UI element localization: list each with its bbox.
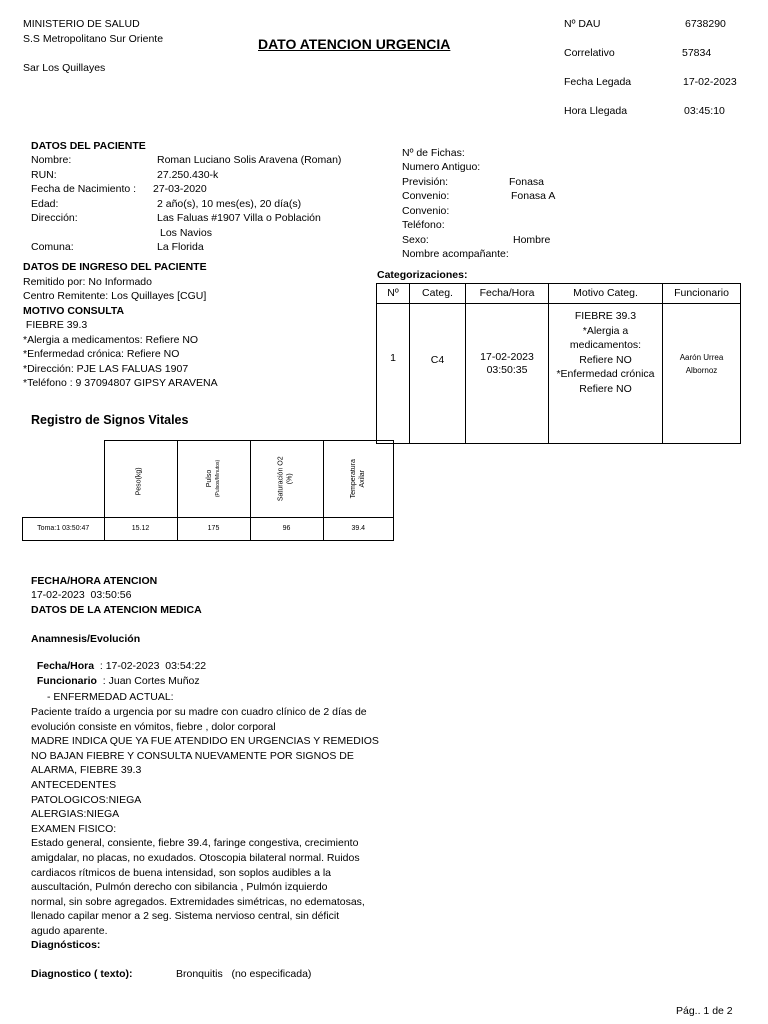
funcionario-line: Aarón Urrea xyxy=(679,352,724,362)
motivo-cell-line: *Enfermedad crónica xyxy=(556,368,655,380)
motivo-line: FIEBRE 39.3 xyxy=(23,319,88,331)
funcionario-line: Albornoz xyxy=(685,365,718,375)
narrative-line: evolución consiste en vómitos, fiebre , dolor corporal xyxy=(31,720,276,733)
diagnostico-texto-value: Bronquitis (no especificada) xyxy=(176,968,312,980)
motivo-line: *Alergia a medicamentos: Refiere NO xyxy=(23,334,199,346)
prevision-value: Fonasa xyxy=(509,176,545,188)
anamnesis-title: Anamnesis/Evolución xyxy=(31,633,141,645)
hora-llegada-value: 03:45:10 xyxy=(684,105,725,117)
vitals-pulso-value: 175 xyxy=(177,518,250,541)
narrative-line: amigdalar, no placas, no exudados. Otoscopia bilateral normal. Ruidos xyxy=(31,851,360,864)
cell-fecha: 17-02-2023 xyxy=(480,350,534,363)
remitido-line: Remitido por: No Informado xyxy=(23,276,152,288)
convenio-label: Convenio: xyxy=(402,190,450,202)
convenio-value: Fonasa A xyxy=(511,190,556,202)
hora-llegada-label: Hora Llegada xyxy=(564,105,628,117)
prevision-label: Previsión: xyxy=(402,176,449,188)
narrative-line: ALERGIAS:NIEGA xyxy=(31,808,120,821)
table-header-row xyxy=(377,284,741,304)
patient-dob: 27-03-2020 xyxy=(153,183,207,195)
patient-dob-label: Fecha de Nacimiento : xyxy=(31,183,137,195)
motivo-cell-line: FIEBRE 39.3 xyxy=(574,310,637,322)
motivo-cell-line: medicamentos: xyxy=(569,339,642,351)
vitals-header-temperatura xyxy=(323,441,394,518)
categorizaciones-title: Categorizaciones: xyxy=(377,269,468,281)
ministry-label: MINISTERIO DE SALUD xyxy=(23,18,140,30)
correlativo-value: 57834 xyxy=(682,47,712,59)
vitals-toma-label: Toma:1 03:50:47 xyxy=(23,518,105,541)
col-header-motivo: Motivo Categ. xyxy=(549,284,663,304)
narrative-line: auscultación, Pulmón derecho con sibilancia , Pulmón izquierdo xyxy=(31,881,328,894)
cell-motivo xyxy=(549,304,663,444)
col-header-n: Nº xyxy=(377,284,410,304)
vitals-table xyxy=(22,440,394,541)
patient-address-label: Dirección: xyxy=(31,212,78,224)
col-header-funcionario: Funcionario xyxy=(663,284,741,304)
patient-address-line2: Los Navios xyxy=(160,227,212,239)
narrative-block xyxy=(31,705,381,939)
motivo-line: *Teléfono : 9 37094807 GIPSY ARAVENA xyxy=(23,377,218,389)
service-label: S.S Metropolitano Sur Oriente xyxy=(23,33,164,45)
vitals-saturacion-value: 96 xyxy=(250,518,323,541)
anamnesis-funcionario-label: Funcionario xyxy=(36,674,97,687)
narrative-line: PATOLOGICOS:NIEGA xyxy=(31,793,142,806)
narrative-line: ALARMA, FIEBRE 39.3 xyxy=(31,764,142,777)
narrative-line: llenado capilar menor a 2 seg. Sistema nervioso central, sin déficit xyxy=(31,910,340,923)
numero-antiguo-label: Numero Antiguo: xyxy=(402,161,481,173)
dau-label: Nº DAU xyxy=(564,18,601,30)
acompanante-label: Nombre acompañante: xyxy=(402,248,509,260)
center-label: Sar Los Quillayes xyxy=(23,62,106,74)
patient-address: Las Faluas #1907 Villa o Población xyxy=(157,212,321,224)
fecha-hora-atencion-value: 17-02-2023 03:50:56 xyxy=(31,589,132,601)
vitals-header-text: Pulso (Pulsos/Minutos) xyxy=(205,459,221,497)
narrative-line: MADRE INDICA QUE YA FUE ATENDIDO EN URGENCIAS Y REMEDIOS xyxy=(31,735,379,748)
motivo-cell-line: Refiere NO xyxy=(579,382,632,395)
narrative-line: agudo aparente. xyxy=(31,924,108,937)
document-title: DATO ATENCION URGENCIA xyxy=(258,36,451,52)
categorizaciones-table xyxy=(376,283,741,444)
motivo-line: *Enfermedad crónica: Refiere NO xyxy=(23,348,180,360)
vitals-header-text: Saturación O2 (%) xyxy=(277,456,294,502)
fecha-hora-atencion-title: FECHA/HORA ATENCION xyxy=(31,575,158,587)
vitals-header-text: Temperatura Axilar xyxy=(349,459,366,499)
patient-age: 2 año(s), 10 mes(es), 20 día(s) xyxy=(157,198,302,210)
narrative-line: normal, sin sobre agregados. Extremidades simétricas, no edematosas, xyxy=(31,895,365,908)
vitals-temperatura-value: 39.4 xyxy=(323,518,394,541)
cell-funcionario xyxy=(663,304,741,444)
patient-comuna: La Florida xyxy=(157,241,204,253)
cell-hora: 03:50:35 xyxy=(486,363,528,376)
vitals-header-saturacion xyxy=(250,441,323,518)
vitals-header-row xyxy=(23,441,394,518)
dau-value: 6738290 xyxy=(685,18,726,30)
cell-n: 1 xyxy=(377,304,410,444)
vitals-peso-value: 15.12 xyxy=(104,518,177,541)
diagnosticos-title: Diagnósticos: xyxy=(31,939,101,951)
cell-fecha-hora xyxy=(466,304,549,444)
vitals-header-pulso xyxy=(177,441,250,518)
motivo-cell-line: Refiere NO xyxy=(579,353,632,366)
narrative-line: Estado general, consiente, fiebre 39.4, faringe congestiva, crecimiento xyxy=(31,837,359,850)
narrative-line: NO BAJAN FIEBRE Y CONSULTA NUEVAMENTE POR SIGNOS DE xyxy=(31,749,354,762)
motivo-cell-line: *Alergia a xyxy=(582,324,629,337)
diagnostico-texto-label: Diagnostico ( texto): xyxy=(31,968,133,980)
patient-name-label: Nombre: xyxy=(31,154,72,166)
correlativo-label: Correlativo xyxy=(564,47,615,59)
patient-comuna-label: Comuna: xyxy=(31,241,74,253)
anamnesis-fecha-label: Fecha/Hora xyxy=(36,659,95,672)
patient-name: Roman Luciano Solis Aravena (Roman) xyxy=(157,154,342,166)
narrative-line: cardiacos rítmicos de buena intensidad, son soplos audibles a la xyxy=(31,866,332,879)
table-row xyxy=(377,304,741,444)
vitals-values-row xyxy=(23,518,394,541)
vitals-header-text: Peso(kg) xyxy=(136,466,144,496)
anamnesis-fecha-value: : 17-02-2023 03:54:22 xyxy=(94,659,207,672)
col-header-fecha: Fecha/Hora xyxy=(466,284,549,304)
convenio2-label: Convenio: xyxy=(402,205,450,217)
narrative-line: EXAMEN FISICO: xyxy=(31,822,117,835)
patient-run: 27.250.430-k xyxy=(157,169,219,181)
col-header-categ: Categ. xyxy=(410,284,466,304)
anamnesis-funcionario-value: : Juan Cortes Muñoz xyxy=(96,674,200,687)
sexo-value: Hombre xyxy=(513,234,551,246)
datos-atencion-title: DATOS DE LA ATENCION MEDICA xyxy=(31,604,202,616)
anamnesis-funcionario-row xyxy=(31,659,200,687)
fecha-llegada-value: 17-02-2023 xyxy=(683,76,737,88)
patient-age-label: Edad: xyxy=(31,198,59,210)
cell-categ: C4 xyxy=(410,304,466,444)
vitals-header-peso xyxy=(104,441,177,518)
narrative-line: Paciente traído a urgencia por su madre con cuadro clínico de 2 días de xyxy=(31,706,367,718)
motivo-line: *Dirección: PJE LAS FALUAS 1907 xyxy=(23,363,189,375)
fichas-label: Nº de Fichas: xyxy=(402,147,465,159)
motivo-consulta-title: MOTIVO CONSULTA xyxy=(23,305,125,317)
patient-run-label: RUN: xyxy=(31,169,57,181)
vitals-title: Registro de Signos Vitales xyxy=(31,413,189,427)
patient-section-title: DATOS DEL PACIENTE xyxy=(31,140,146,152)
centro-remitente-line: Centro Remitente: Los Quillayes [CGU] xyxy=(23,290,207,302)
page-number: Pág.. 1 de 2 xyxy=(676,1005,733,1017)
narrative-line: ANTECEDENTES xyxy=(31,778,117,791)
fecha-llegada-label: Fecha Legada xyxy=(564,76,632,88)
enfermedad-actual-title: - ENFERMEDAD ACTUAL: xyxy=(47,691,174,703)
ingreso-section-title: DATOS DE INGRESO DEL PACIENTE xyxy=(23,261,207,273)
telefono-label: Teléfono: xyxy=(402,219,445,231)
sexo-label: Sexo: xyxy=(402,234,429,246)
vitals-corner-cell xyxy=(23,441,105,518)
